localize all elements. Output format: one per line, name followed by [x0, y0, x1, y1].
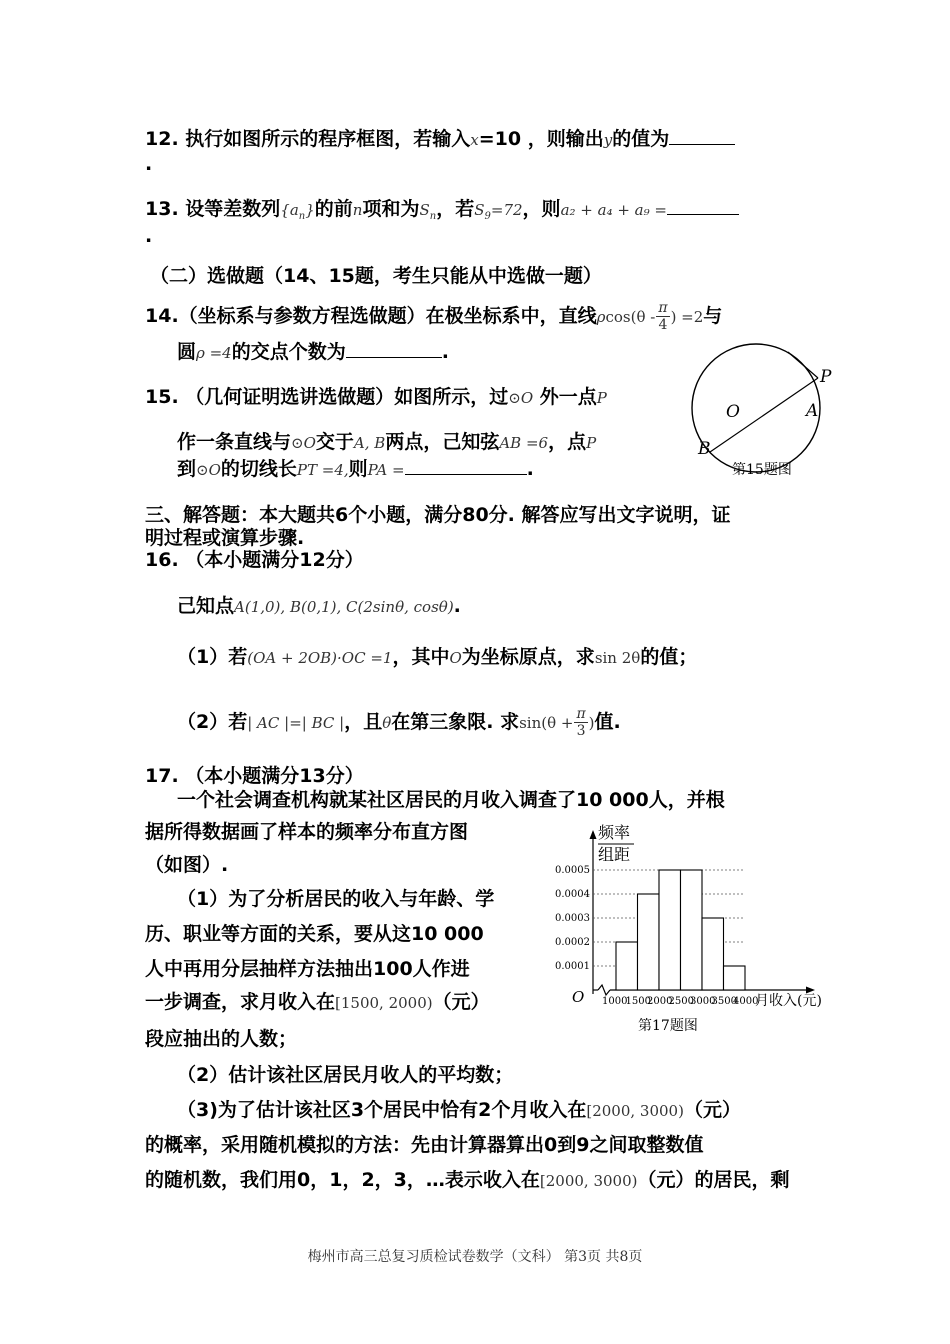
q14-line1	[145, 300, 722, 333]
q14-dot: .	[441, 341, 449, 363]
q12-text: ，则输出	[527, 128, 604, 150]
q15-figure	[690, 342, 840, 482]
y-tick-label: 0.0003	[555, 913, 590, 924]
q17-text: 一步调查，求月收入在	[145, 991, 336, 1013]
q14-line2	[177, 339, 449, 365]
q13-dot: .	[145, 225, 153, 247]
q16-expr1: (OA + 2OB)·OC =1	[247, 649, 393, 667]
y-axis-arrow	[590, 830, 597, 839]
q12-text: 12. 执行如图所示的程序框图，若输入	[145, 128, 471, 150]
y-label-top: 频率	[598, 823, 631, 842]
histogram-bar	[702, 918, 724, 990]
x-tick-label: 1500	[625, 996, 651, 1007]
x-axis-label: 月收入(元)	[755, 993, 822, 1009]
section-2-title: （二）选做题（14、15题，考生只能从中选做一题）	[150, 265, 602, 287]
q15-text: 的切线长	[220, 458, 297, 480]
q12-line	[145, 126, 735, 152]
answer-blank	[346, 339, 442, 358]
var-y: y	[603, 131, 613, 149]
q17-line1: 一个社会调查机构就某社区居民的月收入调查了10 000人，并根	[177, 789, 725, 811]
page-footer: 梅州市高三总复习质检试卷数学（文科） 第3页 共8页	[307, 1249, 643, 1265]
q13-line	[145, 196, 739, 229]
histogram-chart	[548, 818, 823, 1040]
ab-eq: AB =6	[499, 434, 549, 452]
origin-o: O	[449, 649, 462, 667]
q16-text: ，且	[344, 711, 383, 733]
points-ab: A, B	[353, 434, 386, 452]
q12-value: =10	[478, 128, 522, 150]
q16-title: 16. （本小题满分12分）	[145, 549, 364, 571]
q16-part2	[177, 706, 621, 739]
answer-blank	[669, 126, 735, 145]
q17-text: 的随机数，我们用0，1，2，3，…表示收入在	[145, 1169, 540, 1191]
fig-label-p: P	[820, 367, 832, 387]
q12-text: 的值为	[612, 128, 670, 150]
interval-2000-3000: [2000, 3000)	[586, 1102, 684, 1120]
q13-text: ，若	[436, 198, 475, 220]
q17-line5: 历、职业等方面的关系，要从这10 000	[145, 923, 484, 945]
q16-text: 己知点	[177, 595, 235, 617]
x-tick-label: 3500	[711, 996, 737, 1007]
rho-eq: ρ =4	[196, 344, 232, 362]
x-tick-label: 2000	[647, 996, 673, 1007]
interval-1500-2000: [1500, 2000)	[335, 994, 433, 1012]
pi-over-3: $\frac{\pi}{3}$	[576, 706, 586, 739]
q17-text: （元）的居民，剩	[637, 1169, 790, 1191]
theta: θ	[382, 714, 392, 732]
q17-line12	[145, 1168, 790, 1193]
q15-text: 交于	[315, 431, 354, 453]
sin-2theta: sin 2θ	[594, 649, 641, 667]
q14-cos-close: ) =2	[670, 308, 704, 326]
q13-text: ，则	[522, 198, 561, 220]
x-tick-label: 4000	[733, 996, 759, 1007]
q17-title: 17. （本小题满分13分）	[145, 765, 364, 787]
q13-text: 的前	[314, 198, 353, 220]
q14-text: 与	[703, 305, 723, 327]
histogram-bar	[681, 870, 703, 990]
q17-line9: （2）估计该社区居民月收人的平均数；	[177, 1064, 514, 1086]
q15-dot: .	[526, 458, 534, 480]
fig-label-b: B	[698, 439, 711, 459]
sin-open: sin(θ +	[519, 714, 574, 732]
q14-text: 的交点个数为	[231, 341, 346, 363]
pt-eq: PT =4,	[296, 461, 349, 479]
interval-2000-3000: [2000, 3000)	[539, 1172, 638, 1190]
origin-label: O	[572, 988, 585, 1006]
q16-text: ，其中	[392, 646, 450, 668]
q17-line6: 人中再用分层抽样方法抽出100人作进	[145, 958, 470, 980]
sin-close: )	[588, 714, 595, 732]
y-tick-label: 0.0002	[555, 937, 590, 948]
q14-text: 圆	[177, 341, 197, 363]
q15-text: 则	[348, 458, 368, 480]
q17-text: （元）	[683, 1099, 741, 1121]
q17-line7	[145, 990, 490, 1015]
q15-text: 两点，己知弦	[385, 431, 500, 453]
q17-line10	[177, 1098, 741, 1123]
q15-line1	[145, 385, 607, 410]
x-tick-label: 3000	[690, 996, 716, 1007]
circle-o: ⊙O	[291, 434, 316, 452]
q16-dot: .	[453, 595, 461, 617]
pa-eq: PA =	[367, 461, 405, 479]
q15-line3	[177, 456, 534, 482]
q16-text: （2）若	[177, 711, 248, 733]
circle-o: ⊙O	[196, 461, 221, 479]
var-n: n	[352, 201, 363, 219]
q16-text: 在第三象限. 求	[391, 711, 520, 733]
q14-text: 14.（坐标系与参数方程选做题）在极坐标系中，直线	[145, 305, 597, 327]
fig-label-a: A	[806, 401, 819, 421]
var-x: x	[470, 131, 479, 149]
fig17-caption: 第17题图	[638, 1018, 698, 1034]
point-p: P	[596, 389, 607, 407]
answer-blank	[667, 196, 739, 215]
q16-text: 为坐标原点，求	[461, 646, 595, 668]
q15-text: 到	[177, 458, 197, 480]
q17-line3: （如图）.	[145, 854, 229, 876]
q16-text: （1）若	[177, 646, 248, 668]
q13-text: 项和为	[362, 198, 420, 220]
tangent-line	[788, 352, 818, 378]
q13-text: 13. 设等差数列	[145, 198, 281, 220]
rho: ρ	[596, 308, 606, 326]
fig-label-o: O	[726, 402, 740, 422]
y-tick-label: 0.0004	[555, 889, 590, 900]
section-3-line2: 明过程或演算步骤.	[145, 527, 305, 549]
q15-text: 作一条直线与	[177, 431, 292, 453]
q16-part1	[177, 645, 697, 670]
pi-over-4: $\frac{\pi}{4}$	[658, 300, 668, 333]
q16-text: 的值；	[640, 646, 698, 668]
sum-s9: $S_9=72$	[474, 201, 523, 222]
circle-o: ⊙O	[508, 389, 534, 407]
histogram-bar	[724, 966, 746, 990]
q16-text: 值.	[594, 711, 621, 733]
x-tick-label: 2500	[668, 996, 694, 1007]
histogram-bar	[638, 894, 660, 990]
section-3-line1: 三、解答题：本大题共6个小题，满分80分. 解答应写出文字说明，证	[145, 504, 731, 526]
q17-line2: 据所得数据画了样本的频率分布直方图	[145, 821, 469, 843]
point-p: P	[586, 434, 597, 452]
seq-an: $\{a_n\}$	[280, 201, 315, 222]
q16-points: A(1,0), B(0,1), C(2sinθ, cosθ)	[234, 598, 454, 616]
q14-cos: cos(θ -	[605, 308, 656, 326]
histogram-bar	[659, 870, 681, 990]
q12-dot: .	[145, 153, 153, 175]
q17-text: （元）	[432, 991, 490, 1013]
fig15-caption: 第15题图	[732, 462, 792, 478]
q17-line4: （1）为了分析居民的收入与年龄、学	[177, 888, 495, 910]
q16-expr2: | AC |=| BC |	[247, 714, 345, 732]
answer-blank	[405, 456, 527, 475]
x-axis-break	[598, 985, 610, 995]
y-label-bottom: 组距	[598, 845, 631, 864]
y-tick-label: 0.0001	[555, 961, 590, 972]
x-tick-label: 1000	[602, 996, 628, 1007]
q17-line11: 的概率，采用随机模拟的方法：先由计算器算出0到9之间取整数值	[145, 1134, 704, 1156]
q17-line8: 段应抽出的人数；	[145, 1028, 298, 1050]
histogram-bar	[616, 942, 638, 990]
y-tick-label: 0.0005	[555, 865, 590, 876]
sum-sn: $S_n$	[419, 201, 437, 222]
q16-given	[177, 594, 461, 619]
q15-line2	[177, 430, 596, 455]
q17-text: （3)为了估计该社区3个居民中恰有2个月收入在	[177, 1099, 587, 1121]
q13-expr: a₂ + a₄ + a₉ =	[560, 201, 667, 219]
q15-text: 外一点	[539, 386, 597, 408]
q15-text: ，点	[548, 431, 587, 453]
q15-text: 15. （几何证明选讲选做题）如图所示，过	[145, 386, 509, 408]
